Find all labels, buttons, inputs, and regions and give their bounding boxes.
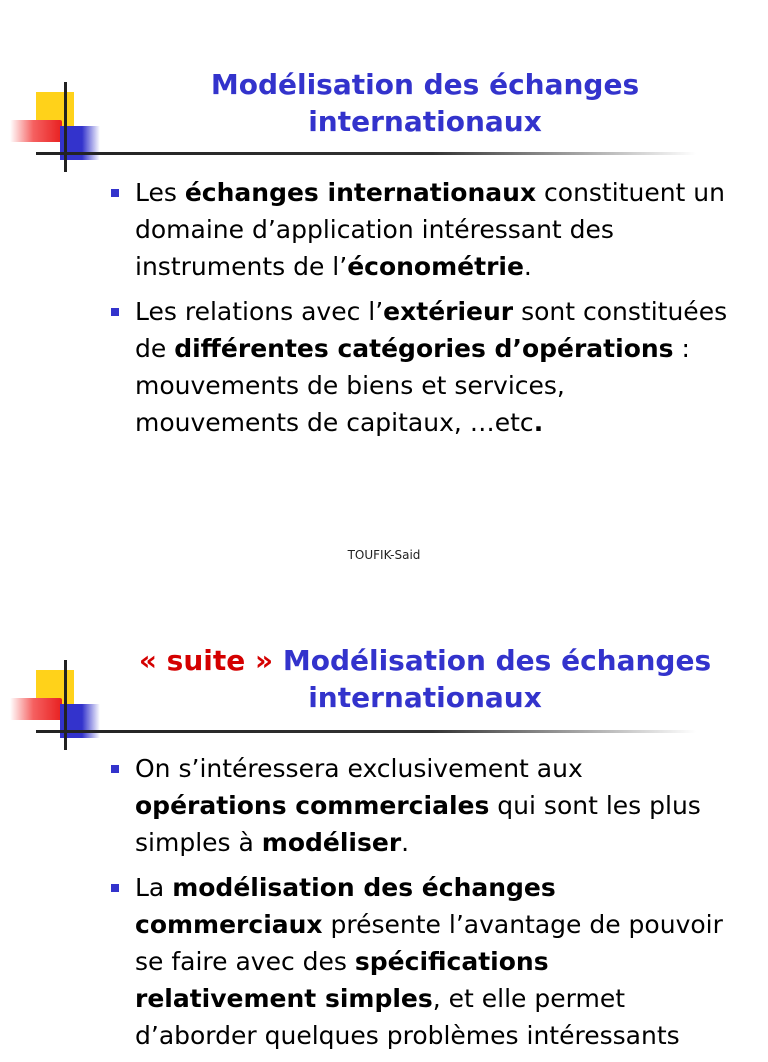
bold-text: spécifications relativement simples [135,947,549,1013]
slide-1-bullet-list [105,174,735,449]
body-text: On s’intéressera exclusivement aux [135,754,583,783]
square-bullet-icon [111,308,119,316]
slide-footer: TOUFIK-Said [347,548,421,562]
body-text: Les relations avec l’ [135,297,384,326]
slide-logo-icon [0,82,110,192]
slide-1-title: Modélisation des échanges internationaux [210,68,640,138]
body-text: , et elle permet d’aborder quelques problèmes intéressants [135,984,680,1050]
slide-2-bullet-list [105,750,735,1062]
slide-2-title-prefix: « suite » [138,644,274,677]
bullet-item [105,869,735,1054]
body-text: . [401,828,410,857]
bold-text: échanges internationaux [184,178,537,207]
bold-text: opérations commerciales [135,791,490,820]
bullet-item [105,293,735,441]
bold-text: différentes catégories d’opérations [174,334,674,363]
body-text: La [135,873,173,902]
slide-2-title-text: Modélisation des échanges internationaux [282,644,712,714]
body-text: sont constituées de [135,297,728,363]
body-text: constituent un domaine d’application intéressant des instruments de l’ [135,178,725,281]
slide-2-title [110,642,740,716]
body-text: Les [135,178,185,207]
bullet-item [105,174,735,285]
slide-logo-icon [0,660,110,770]
bold-text: . [533,408,544,437]
body-text: : mouvements de biens et services, mouvements de capitaux, …etc [135,334,690,437]
square-bullet-icon [111,765,119,773]
body-text: présente l’avantage de pouvoir se faire avec des [135,910,723,976]
bold-text: modélisation des échanges commerciaux [135,873,556,939]
square-bullet-icon [111,189,119,197]
body-text: qui sont les plus simples à [135,791,701,857]
bullet-item [105,750,735,861]
bold-text: extérieur [383,297,514,326]
slide-2 [0,580,768,1050]
square-bullet-icon [111,884,119,892]
bold-text: économétrie [347,252,524,281]
body-text: . [523,252,532,281]
bold-text: modéliser [261,828,402,857]
